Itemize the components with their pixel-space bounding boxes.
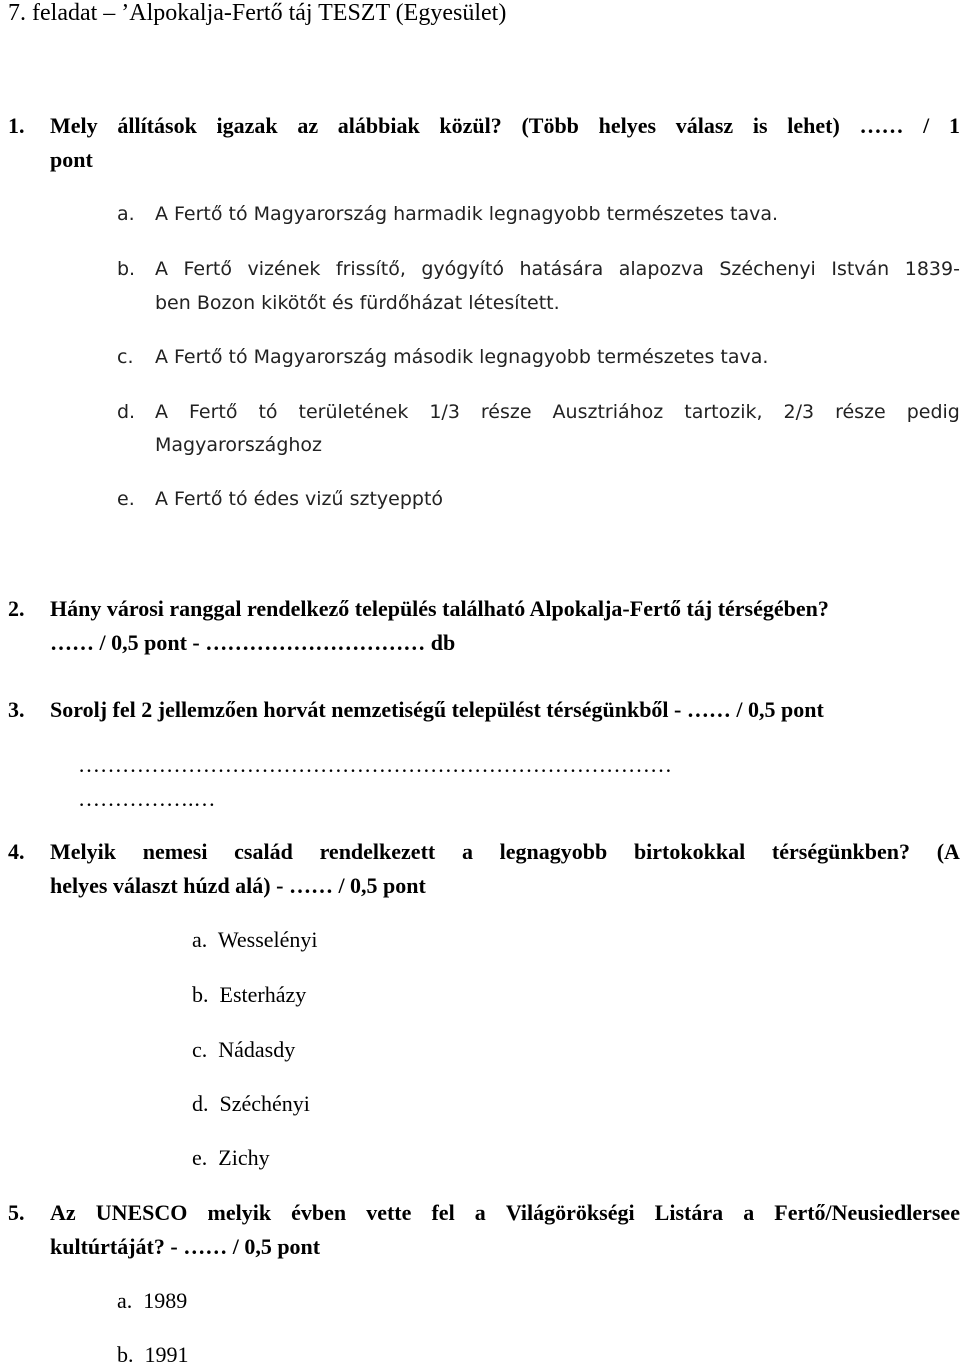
q1-option-c-text: A Fertő tó Magyarország második legnagyobb természetes tava. — [155, 346, 769, 368]
q4-option-b-label: Esterházy — [219, 982, 307, 1007]
question-4-text-line2: helyes választ húzd alá) - …… / 0,5 pont — [50, 873, 426, 898]
q5-option-a[interactable] — [117, 1288, 187, 1314]
question-2-text: Hány városi ranggal rendelkező település található Alpokalja-Fertő táj térségében? — [50, 596, 829, 621]
q5-option-a-letter: a. — [117, 1288, 133, 1313]
q1-word: / — [923, 113, 930, 138]
q4-word: család — [234, 839, 293, 864]
q1-word: helyes — [598, 113, 657, 138]
question-3-answer-line-2[interactable]: …………….… — [78, 786, 216, 811]
q1-option-b-letter: b. — [117, 258, 136, 280]
question-3-number: 3. — [8, 697, 25, 722]
q1-word: lehet) — [787, 113, 840, 138]
question-3-text: Sorolj fel 2 jellemzően horvát nemzetiségű települést térségünkből - …… / 0,5 pont — [50, 697, 824, 722]
q5-option-b-label: 1991 — [144, 1342, 189, 1367]
q5-word: Világörökségi — [505, 1200, 635, 1225]
q1b-word: Széchenyi — [719, 258, 816, 280]
question-4-text — [50, 839, 960, 865]
q5-word: Az — [50, 1200, 76, 1225]
question-1-text-line2: pont — [50, 147, 93, 172]
q1d-word: Ausztriához — [552, 401, 664, 423]
q1-word: állítások — [117, 113, 197, 138]
q4-option-d-label: Széchényi — [219, 1091, 310, 1116]
q1-option-e-letter: e. — [117, 488, 135, 510]
q1-word: 1 — [948, 113, 960, 138]
q1b-word: vizének — [247, 258, 321, 280]
q5-word: évben — [291, 1200, 347, 1225]
q1b-word: István — [831, 258, 890, 280]
question-3-answer-line-1[interactable]: ……………………………………………………………………… — [78, 752, 672, 777]
q4-option-c-letter: c. — [192, 1037, 208, 1062]
q5-word: a — [743, 1200, 755, 1225]
q4-word: térségünkben? — [771, 839, 911, 864]
q4-option-e[interactable] — [192, 1145, 270, 1171]
q1b-word: gyógyító — [421, 258, 504, 280]
q1d-word: Fertő — [188, 401, 238, 423]
q4-option-a-letter: a. — [192, 927, 208, 952]
q1-option-c-letter: c. — [117, 346, 134, 368]
q4-word: Melyik — [50, 839, 116, 864]
question-1-text — [50, 113, 960, 139]
q4-word: legnagyobb — [499, 839, 608, 864]
question-5-text — [50, 1200, 960, 1226]
q1b-word: A — [155, 258, 168, 280]
page-title: 7. feladat – ’Alpokalja-Fertő táj TESZT (Egyesület) — [8, 0, 507, 26]
q1b-word: Fertő — [183, 258, 232, 280]
q1-option-a-text: A Fertő tó Magyarország harmadik legnagyobb természetes tava. — [155, 203, 779, 225]
q4-option-b[interactable] — [192, 982, 306, 1008]
q1-option-a-letter: a. — [117, 203, 135, 225]
q4-option-e-letter: e. — [192, 1145, 208, 1170]
question-2-answer-line[interactable] — [50, 630, 455, 656]
question-2-answer-text: …… / 0,5 pont - ………………………… db — [50, 630, 456, 655]
q4-option-e-label: Zichy — [218, 1145, 270, 1170]
q1-word: az — [297, 113, 319, 138]
question-5-number: 5. — [8, 1200, 25, 1225]
q1d-word: A — [155, 401, 168, 423]
q1d-word: területének — [298, 401, 409, 423]
q4-word: rendelkezett — [319, 839, 436, 864]
question-4-number: 4. — [8, 839, 25, 864]
q1d-word: 1/3 — [429, 401, 460, 423]
q1-word: (Több — [521, 113, 579, 138]
q1-option-d-letter: d. — [117, 401, 136, 423]
q1-word: válasz — [675, 113, 734, 138]
q1b-word: frissítő, — [335, 258, 406, 280]
q1-option-e-text: A Fertő tó édes vizű sztyepptó — [155, 488, 444, 510]
q4-word: birtokokkal — [633, 839, 746, 864]
q5-word: a — [474, 1200, 486, 1225]
q4-option-d[interactable] — [192, 1091, 310, 1117]
question-5-text-line2: kultúrtáját? - …… / 0,5 pont — [50, 1234, 321, 1259]
q5-word: vette — [366, 1200, 412, 1225]
q4-option-c[interactable] — [192, 1037, 295, 1063]
q5-word: Fertő/Neusiedlersee — [774, 1200, 960, 1225]
q5-option-b[interactable] — [117, 1342, 189, 1368]
q1-option-d-text-line2: Magyarországhoz — [155, 434, 323, 456]
q1-option-d-text — [155, 401, 960, 423]
q1-option-b-text — [155, 258, 960, 280]
q1b-word: hatására — [519, 258, 604, 280]
q4-option-c-label: Nádasdy — [218, 1037, 296, 1062]
q4-option-a-label: Wesselényi — [217, 927, 318, 952]
q4-option-d-letter: d. — [192, 1091, 209, 1116]
q1-word: közül? — [439, 113, 502, 138]
q1d-word: része — [480, 401, 532, 423]
q4-word: a — [461, 839, 473, 864]
q1d-word: 2/3 — [783, 401, 815, 423]
q1d-word: része — [835, 401, 886, 423]
q1d-word: tartozik, — [684, 401, 763, 423]
q1-option-b-text-line2: ben Bozon kikötőt és fürdőházat létesített. — [155, 292, 560, 314]
q5-word: fel — [431, 1200, 455, 1225]
q1-word: …… — [859, 113, 904, 138]
q1-word: alábbiak — [337, 113, 420, 138]
q1d-word: tó — [258, 401, 278, 423]
q4-word: nemesi — [142, 839, 208, 864]
q5-word: melyik — [207, 1200, 272, 1225]
question-1-number: 1. — [8, 113, 25, 138]
q1-word: Mely — [50, 113, 98, 138]
question-2-number: 2. — [8, 596, 25, 621]
q1b-word: 1839- — [904, 258, 960, 280]
q1d-word: pedig — [906, 401, 960, 423]
q5-option-a-label: 1989 — [143, 1288, 188, 1313]
q1-word: igazak — [216, 113, 278, 138]
q1-word: is — [752, 113, 768, 138]
q4-option-a[interactable] — [192, 927, 318, 953]
q4-word: (A — [936, 839, 960, 864]
q5-word: Listára — [654, 1200, 724, 1225]
q5-word: UNESCO — [95, 1200, 188, 1225]
q4-option-b-letter: b. — [192, 982, 209, 1007]
q5-option-b-letter: b. — [117, 1342, 134, 1367]
q1b-word: alapozva — [618, 258, 704, 280]
